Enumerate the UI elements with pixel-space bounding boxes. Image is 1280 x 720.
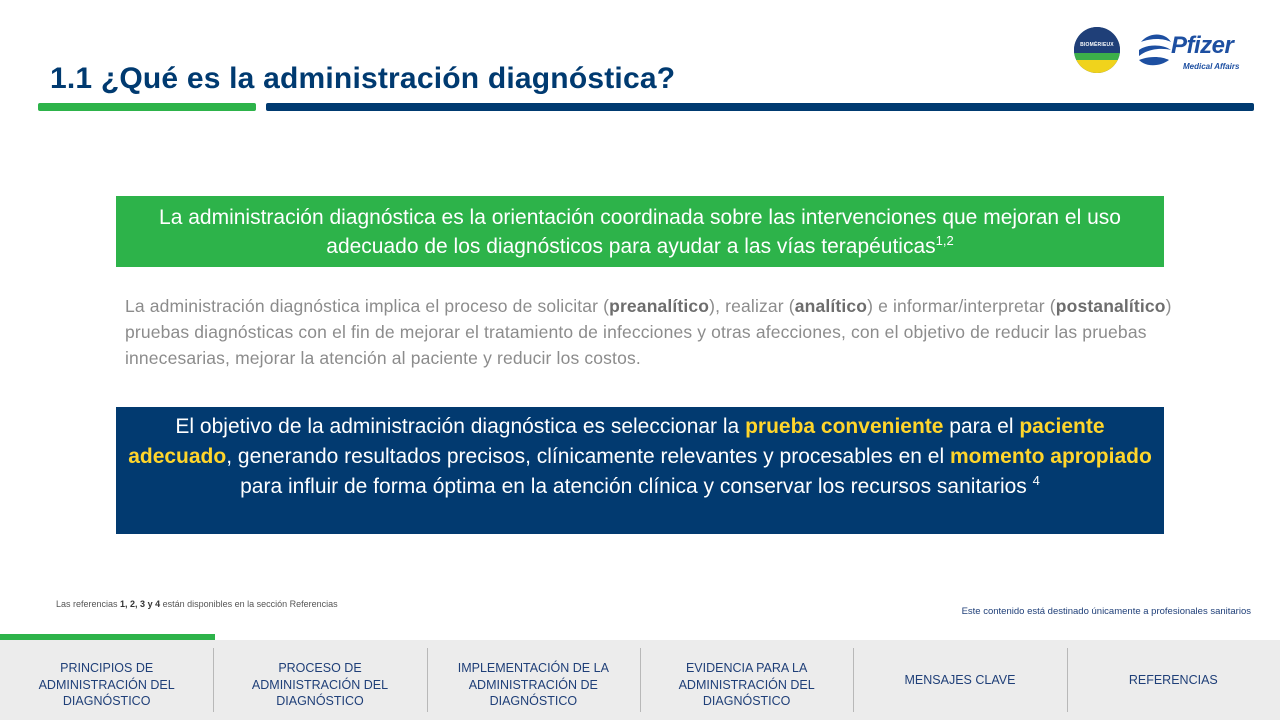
pfizer-logo: Pfizer Medical Affairs — [1135, 28, 1255, 74]
nav-item-evidencia[interactable]: EVIDENCIA PARA LA ADMINISTRACIÓN DEL DIAGNÓSTICO — [640, 640, 853, 720]
nav-item-referencias[interactable]: REFERENCIAS — [1067, 640, 1280, 720]
title-underline-blue — [266, 103, 1254, 111]
highlight-paciente: paciente adecuado — [128, 415, 1105, 468]
description-paragraph: La administración diagnóstica implica el proceso de solicitar (preanalítico), realizar (analítico) e informar/interpretar (postanalítico) pruebas diagnósticas con el fin de mejorar el tratamiento de infecciones y otras afecciones, con el objetivo de reducir las pruebas innecesarias, mejorar la atención al paciente y reducir los costos. — [125, 296, 1172, 368]
bottom-nav — [0, 640, 1280, 720]
objective-reference: 4 — [1032, 473, 1040, 488]
highlight-momento: momento apropiado — [949, 445, 1152, 468]
definition-box — [116, 196, 1164, 267]
definition-text: La administración diagnóstica es la orientación coordinada sobre las intervenciones que mejoran el uso adecuado de los diagnósticos para ayudar a las vías terapéuticas — [159, 206, 1121, 258]
term-postanalitico: postanalítico — [1055, 296, 1166, 316]
biomerieux-logo: BIOMÉRIEUX — [1074, 27, 1120, 73]
term-analitico: analítico — [794, 296, 868, 316]
professional-disclaimer: Este contenido está destinado únicamente a profesionales sanitarios — [961, 606, 1251, 617]
nav-item-principios[interactable]: PRINCIPIOS DE ADMINISTRACIÓN DEL DIAGNÓSTICO — [38, 661, 175, 709]
title-underline-green — [38, 103, 256, 111]
term-preanalitico: preanalítico — [609, 296, 710, 316]
nav-item-proceso[interactable]: PROCESO DE ADMINISTRACIÓN DEL DIAGNÓSTICO — [213, 640, 426, 720]
objective-box: El objetivo de la administración diagnóstica es seleccionar la prueba conveniente para el paciente adecuado, generando resultados precisos, clínicamente relevantes y procesables en el momento apropiado para influir de forma óptima en la atención clínica y conservar los recursos sanitarios $^4$ — [116, 407, 1164, 534]
definition-reference: 1,2 — [935, 233, 954, 248]
nav-item-mensajes-clave[interactable]: MENSAJES CLAVE — [853, 640, 1066, 720]
nav-item-implementacion[interactable]: IMPLEMENTACIÓN DE LA ADMINISTRACIÓN DE DIAGNÓSTICO — [427, 640, 640, 720]
references-note: Las referencias 1, 2, 3 y 4 están disponibles en la sección Referencias — [56, 599, 338, 609]
page-title: 1.1 ¿Qué es la administración diagnóstica? — [50, 62, 676, 95]
highlight-prueba: prueba conveniente — [745, 415, 944, 438]
